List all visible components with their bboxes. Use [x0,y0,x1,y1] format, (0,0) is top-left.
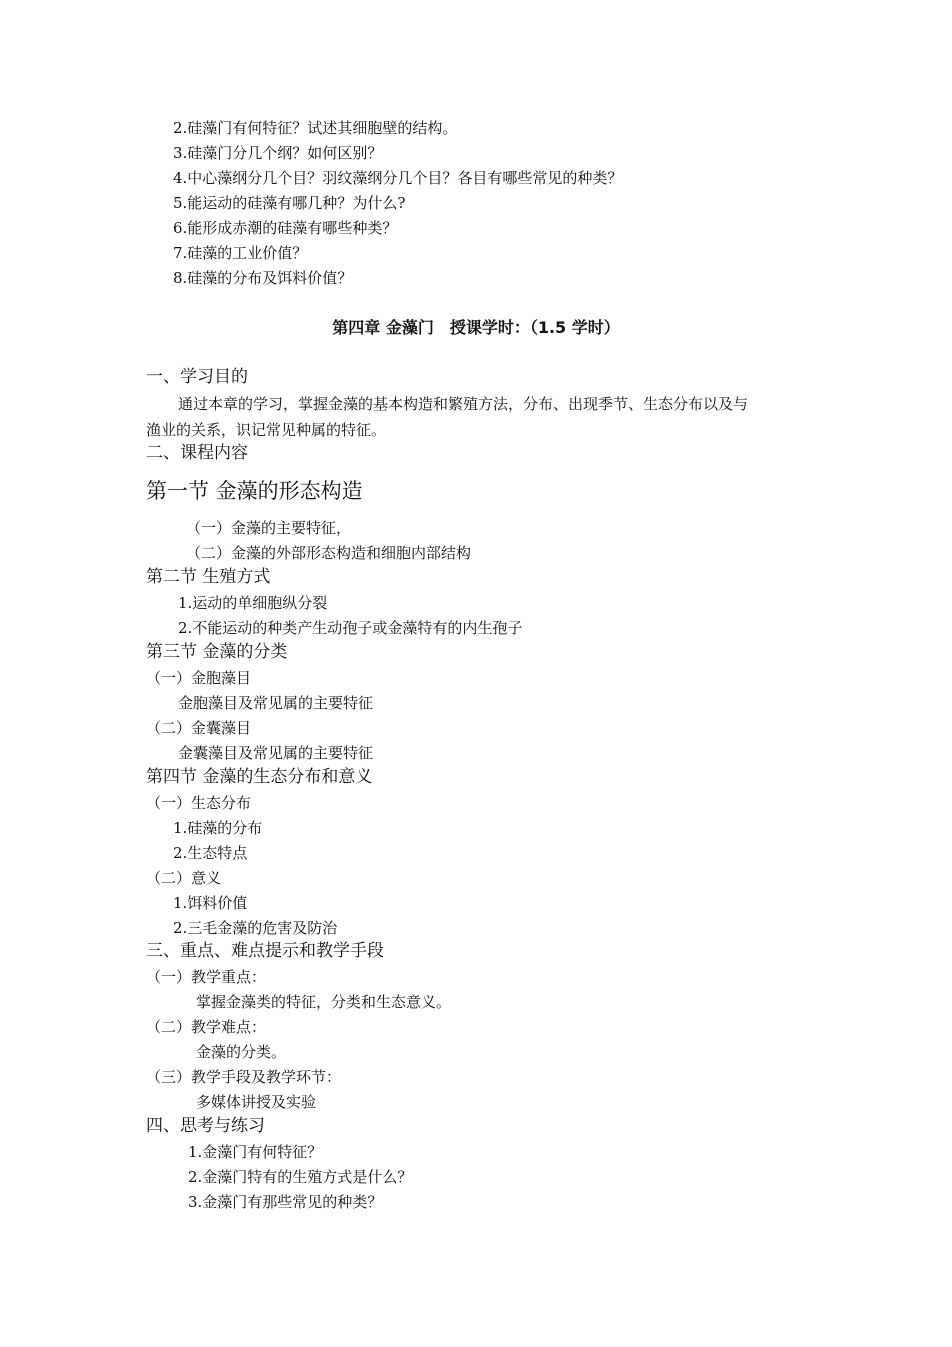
list-item: （二）教学难点： [146,1018,267,1036]
sub-section-title: 第一节 金藻的形态构造 [146,479,363,503]
chapter-title: 第四章 金藻门 授课学时：（1.5 学时） [332,318,620,337]
list-item: （二）金囊藻目 [146,719,252,737]
question-line: 4.中心藻纲分几个目？羽纹藻纲分几个目？各目有哪些常见的种类？ [173,169,623,187]
question-line: 7.硅藻的工业价值？ [173,244,308,262]
question-line: 3.硅藻门分几个纲？如何区别？ [173,144,383,162]
list-item: 金胞藻目及常见属的主要特征 [178,694,374,712]
list-item: （一）金藻的主要特征， [186,519,352,537]
question-line: 8.硅藻的分布及饵料价值？ [173,269,353,287]
list-item: （一）生态分布 [146,794,252,812]
list-item: 1.饵料价值 [173,894,248,912]
question-line: 6.能形成赤潮的硅藻有哪些种类？ [173,219,398,237]
sub-section-title: 第四节 金藻的生态分布和意义 [146,767,373,787]
section-heading-content: 二、课程内容 [146,443,248,463]
list-item: 金囊藻目及常见属的主要特征 [178,744,374,762]
list-item: 2.生态特点 [173,844,248,862]
list-item: 金藻的分类。 [196,1043,287,1061]
section-heading-objectives: 一、学习目的 [146,367,248,387]
objectives-paragraph-line: 通过本章的学习，掌握金藻的基本构造和繁殖方法，分布、出现季节、生态分布以及与 [178,395,749,413]
list-item: （一）金胞藻目 [146,669,252,687]
question-line: 1.金藻门有何特征？ [188,1143,323,1161]
list-item: 1.运动的单细胞纵分裂 [178,594,328,612]
list-item: （三）教学手段及教学环节： [146,1068,342,1086]
question-line: 2.金藻门特有的生殖方式是什么？ [188,1168,413,1186]
question-line: 2.硅藻门有何特征？试述其细胞壁的结构。 [173,119,458,137]
list-item: 2.不能运动的种类产生动孢子或金藻特有的内生孢子 [178,619,523,637]
list-item: （二）金藻的外部形态构造和细胞内部结构 [186,544,472,562]
list-item: 多媒体讲授及实验 [196,1093,317,1111]
section-heading-key-points: 三、重点、难点提示和教学手段 [146,941,384,961]
list-item: 1.硅藻的分布 [173,819,263,837]
list-item: 2.三毛金藻的危害及防治 [173,919,338,937]
section-heading-exercises: 四、思考与练习 [146,1116,265,1136]
list-item: （二）意义 [146,869,222,887]
list-item: 掌握金藻类的特征，分类和生态意义。 [196,993,452,1011]
question-line: 5.能运动的硅藻有哪几种？为什么? [173,194,406,212]
list-item: （一）教学重点： [146,968,267,986]
sub-section-title: 第三节 金藻的分类 [146,642,288,662]
question-line: 3.金藻门有那些常见的种类？ [188,1193,383,1211]
sub-section-title: 第二节 生殖方式 [146,567,271,587]
objectives-paragraph-line: 渔业的关系，识记常见种属的特征。 [146,421,387,439]
